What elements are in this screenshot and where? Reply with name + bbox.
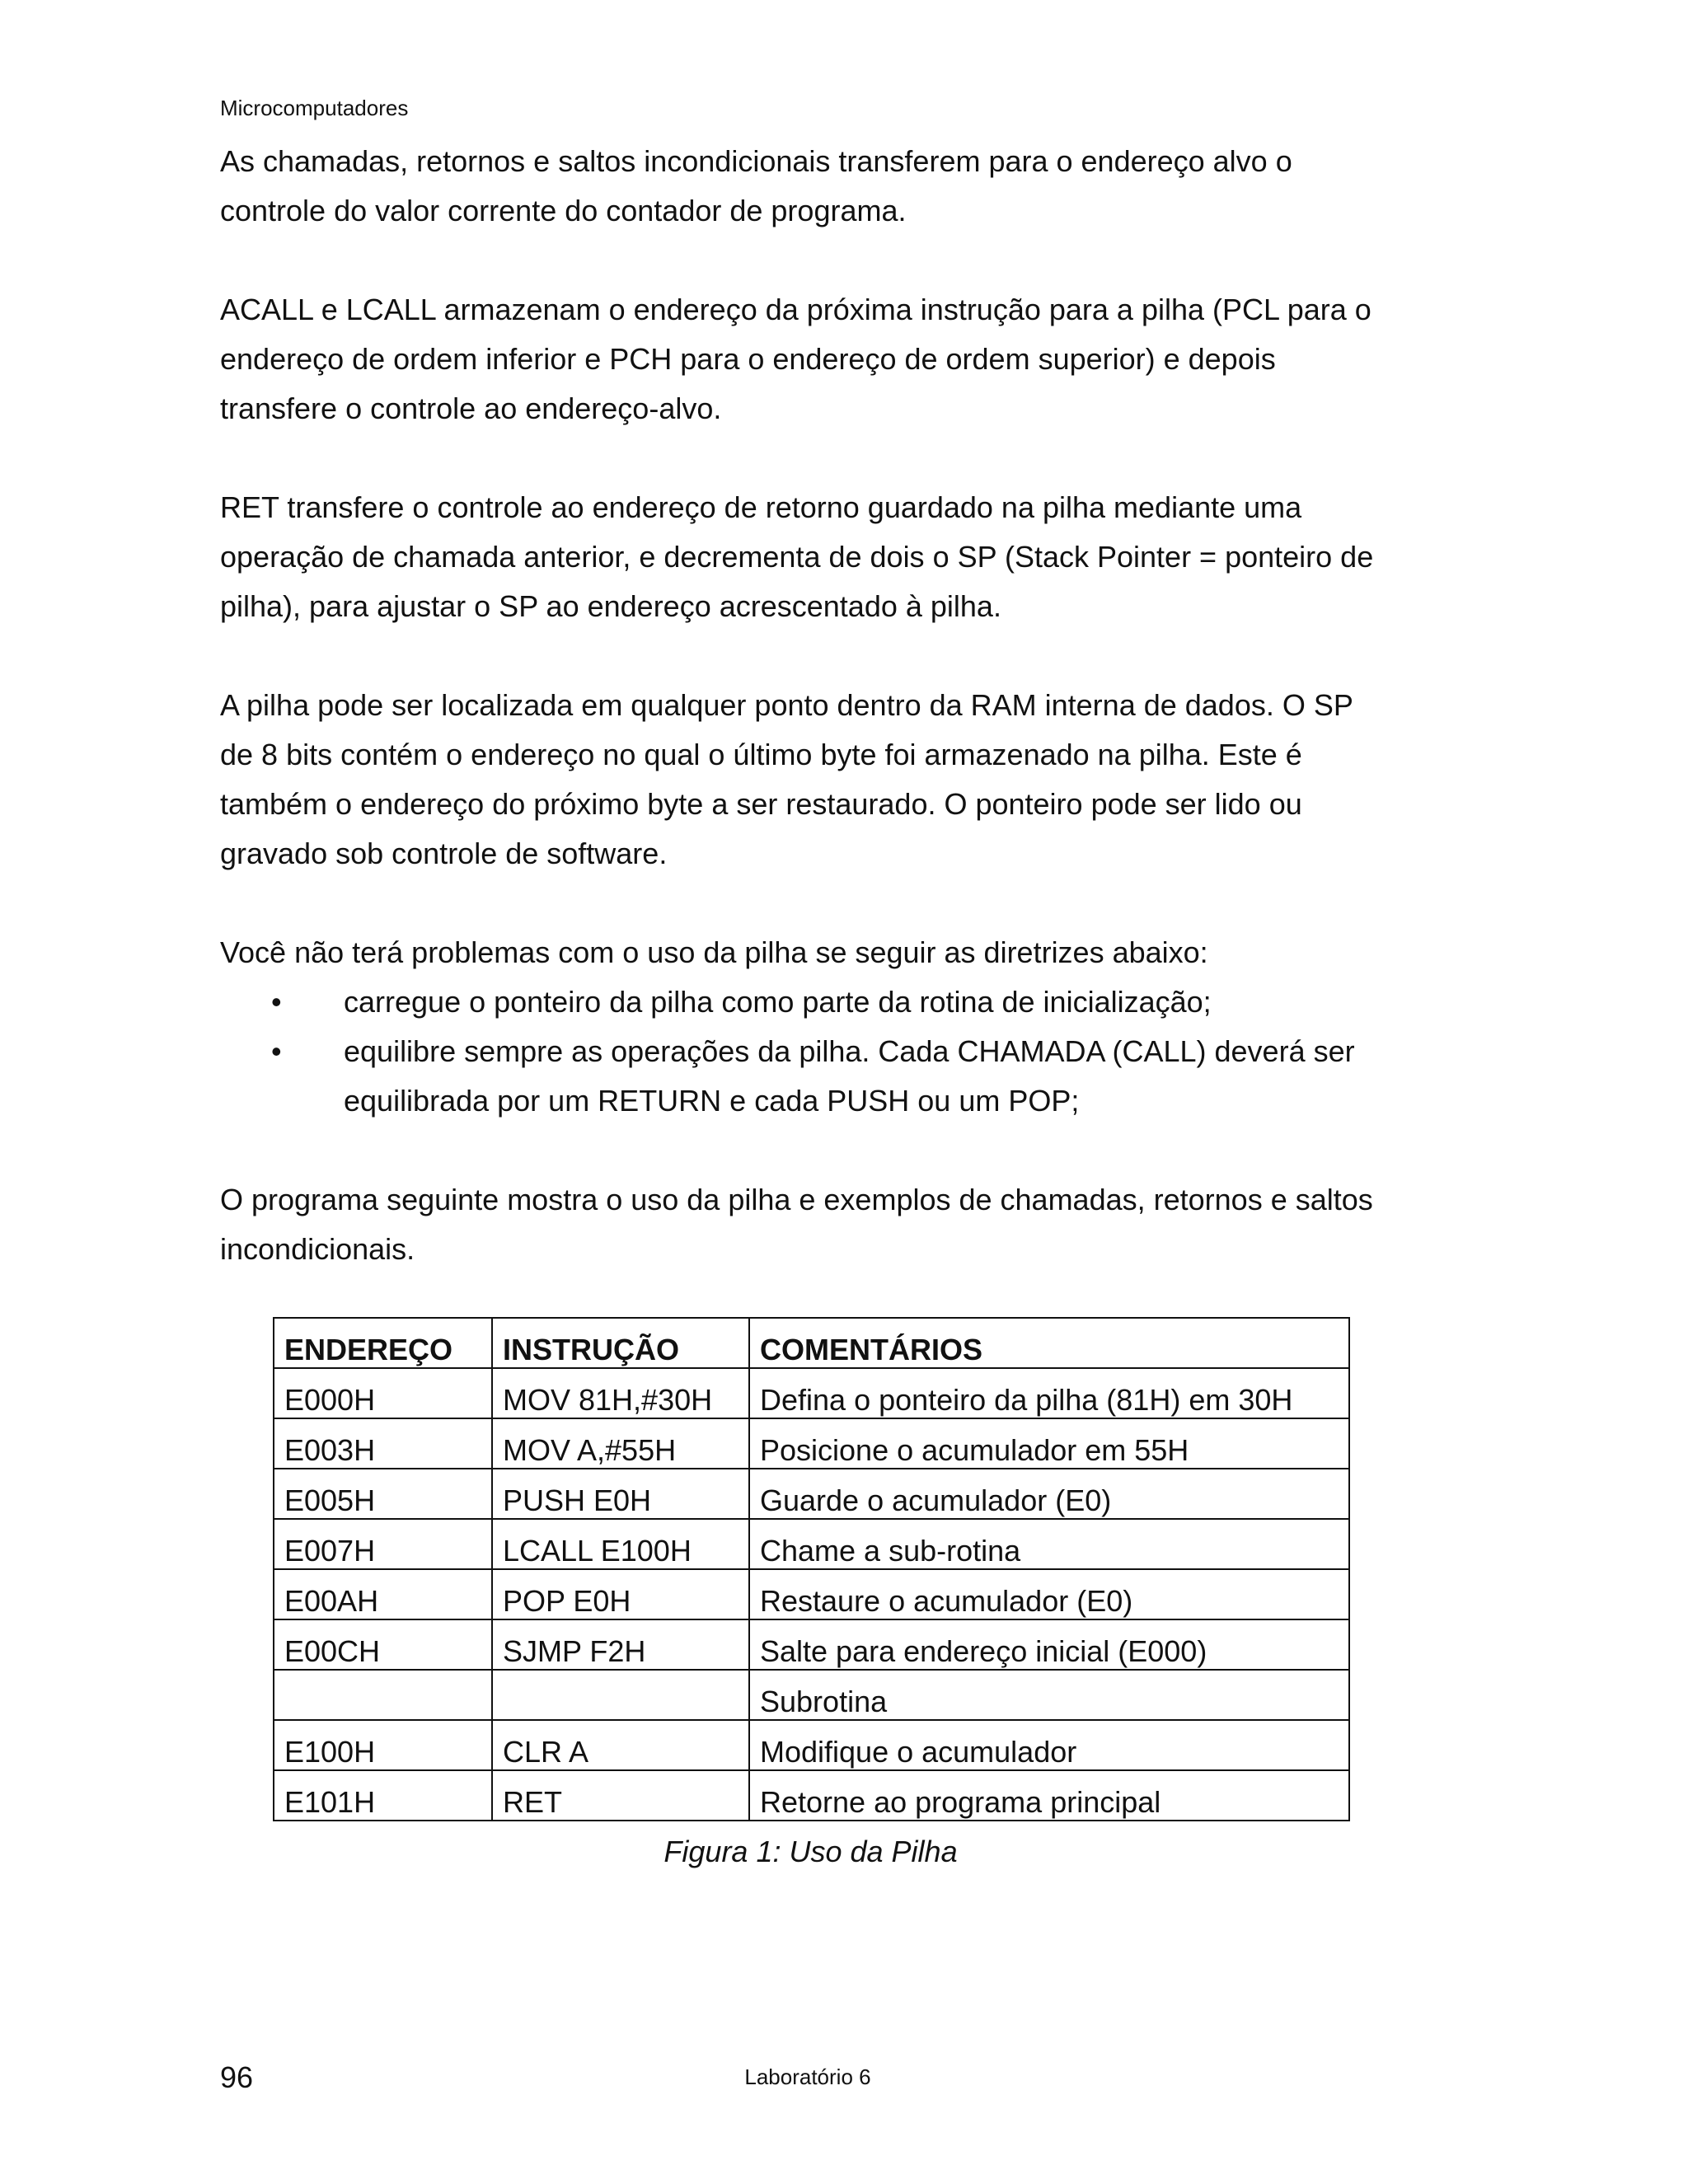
list-item-text: equilibre sempre as operações da pilha. Cada CHAMADA (CALL) deverá ser equilibrada por um RETURN e cada PUSH ou um POP; xyxy=(344,1034,1355,1118)
instruction-cell: MOV 81H,#30H xyxy=(492,1368,749,1418)
list-item xyxy=(220,1027,1390,1126)
table-row xyxy=(274,1619,1349,1670)
address-cell: E000H xyxy=(274,1368,492,1418)
list-item-text: carregue o ponteiro da pilha como parte da rotina de inicialização; xyxy=(344,985,1212,1019)
figure-caption: Figura 1: Uso da Pilha xyxy=(663,1835,958,1868)
instruction-cell: SJMP F2H xyxy=(492,1619,749,1670)
table-row xyxy=(274,1720,1349,1770)
bullet-icon: • xyxy=(271,985,282,1019)
paragraph: O programa seguinte mostra o uso da pilha e exemplos de chamadas, retornos e saltos incondicionais. xyxy=(220,1183,1373,1266)
instruction-cell xyxy=(492,1670,749,1720)
comment-cell: Retorne ao programa principal xyxy=(749,1770,1349,1821)
table-row xyxy=(274,1368,1349,1418)
address-cell: E007H xyxy=(274,1519,492,1569)
running-footer: Laboratório 6 xyxy=(744,2064,871,2089)
table-row xyxy=(274,1418,1349,1469)
column-header-address: ENDEREÇO xyxy=(274,1318,492,1368)
instruction-cell: LCALL E100H xyxy=(492,1519,749,1569)
address-cell: E00AH xyxy=(274,1569,492,1619)
page-number: 96 xyxy=(220,2060,254,2094)
running-header: Microcomputadores xyxy=(220,96,409,120)
comment-cell: Subrotina xyxy=(749,1670,1349,1720)
comment-cell: Guarde o acumulador (E0) xyxy=(749,1469,1349,1519)
paragraph: Você não terá problemas com o uso da pilha se seguir as diretrizes abaixo: xyxy=(220,935,1208,969)
instruction-cell: CLR A xyxy=(492,1720,749,1770)
address-cell: E005H xyxy=(274,1469,492,1519)
address-cell: E101H xyxy=(274,1770,492,1821)
column-header-comments: COMENTÁRIOS xyxy=(749,1318,1349,1368)
comment-cell: Restaure o acumulador (E0) xyxy=(749,1569,1349,1619)
table-row xyxy=(274,1569,1349,1619)
instruction-cell: MOV A,#55H xyxy=(492,1418,749,1469)
program-table xyxy=(273,1317,1350,1821)
instruction-cell: RET xyxy=(492,1770,749,1821)
paragraph: As chamadas, retornos e saltos incondicionais transferem para o endereço alvo o controle do valor corrente do contador de programa. xyxy=(220,144,1292,227)
address-cell: E00CH xyxy=(274,1619,492,1670)
comment-cell: Defina o ponteiro da pilha (81H) em 30H xyxy=(749,1368,1349,1418)
address-cell xyxy=(274,1670,492,1720)
guidelines-list xyxy=(220,977,1390,1126)
instruction-cell: PUSH E0H xyxy=(492,1469,749,1519)
table-row xyxy=(274,1469,1349,1519)
comment-cell: Posicione o acumulador em 55H xyxy=(749,1418,1349,1469)
bullet-icon: • xyxy=(271,1034,282,1068)
paragraph: A pilha pode ser localizada em qualquer ponto dentro da RAM interna de dados. O SP de 8 bits contém o endereço no qual o último byte foi armazenado na pilha. Este é também o endereço do próximo byte a ser restaurado. O ponteiro pode ser lido ou gravado sob controle de software. xyxy=(220,688,1353,870)
body-text xyxy=(220,137,1390,1324)
address-cell: E003H xyxy=(274,1418,492,1469)
list-item xyxy=(220,977,1390,1027)
table-row xyxy=(274,1770,1349,1821)
instruction-cell: POP E0H xyxy=(492,1569,749,1619)
table-row xyxy=(274,1519,1349,1569)
paragraph: RET transfere o controle ao endereço de retorno guardado na pilha mediante uma operação de chamada anterior, e decrementa de dois o SP (Stack Pointer = ponteiro de pilha), para ajustar o SP ao endereço acrescentado à pilha. xyxy=(220,490,1374,623)
table-row xyxy=(274,1670,1349,1720)
table-header-row xyxy=(274,1318,1349,1368)
address-cell: E100H xyxy=(274,1720,492,1770)
comment-cell: Chame a sub-rotina xyxy=(749,1519,1349,1569)
paragraph: ACALL e LCALL armazenam o endereço da próxima instrução para a pilha (PCL para o endereço de ordem inferior e PCH para o endereço de ordem superior) e depois transfere o controle ao endereço-alvo. xyxy=(220,293,1372,425)
column-header-instruction: INSTRUÇÃO xyxy=(492,1318,749,1368)
comment-cell: Modifique o acumulador xyxy=(749,1720,1349,1770)
comment-cell: Salte para endereço inicial (E000) xyxy=(749,1619,1349,1670)
